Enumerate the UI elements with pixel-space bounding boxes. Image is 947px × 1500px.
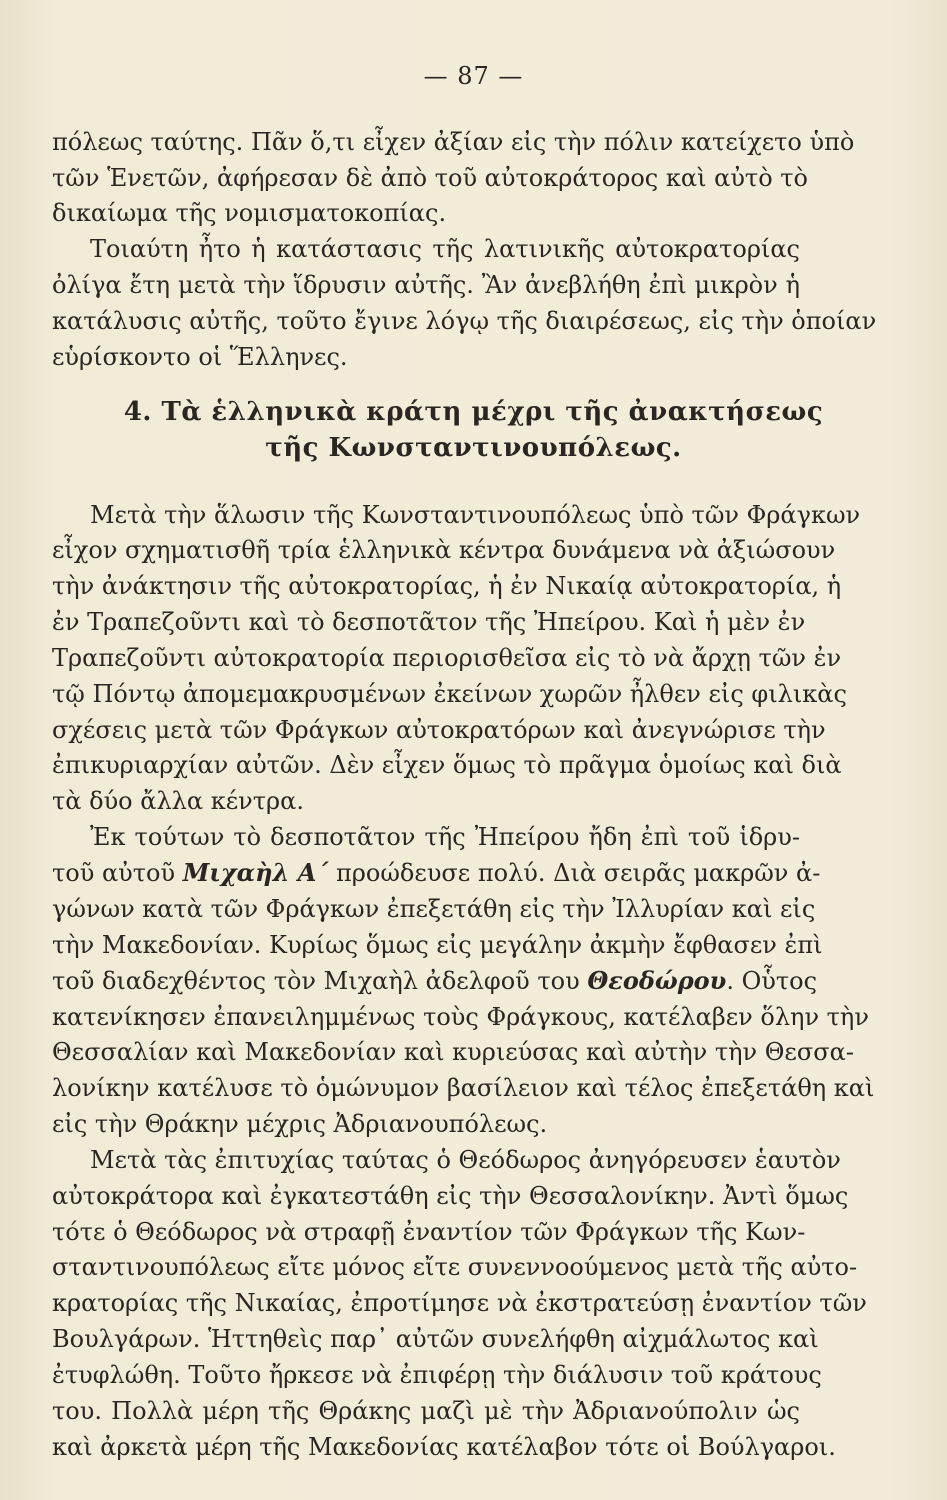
text-line: σχέσεις μετὰ τῶν Φράγκων αὐτοκρατόρων καὶ ἀνεγνώρισε τὴν <box>52 716 826 744</box>
ruler-name-theodore: Θεοδώρου <box>587 966 727 995</box>
ruler-name-michael: Μιχαὴλ Α΄ <box>182 858 329 887</box>
text-line: κρατορίας τῆς Νικαίας, ἐπροτίμησε νὰ ἐκστρατεύσῃ ἐναντίον τῶν <box>52 1289 867 1317</box>
text-line: καὶ ἀρκετὰ μέρη τῆς Μακεδονίας κατέλαβον τότε οἱ Βούλγαροι. <box>52 1433 836 1461</box>
text-run: . Οὗτος <box>726 967 818 995</box>
text-line: πόλεως ταύτης. Πᾶν ὅ,τι εἶχεν ἀξίαν εἰς τὴν πόλιν κατείχετο ὑπὸ <box>52 128 855 156</box>
text-line: Ἐκ τούτων τὸ δεσποτᾶτον τῆς Ἠπείρου ἤδη ἐπὶ τοῦ ἱδρυ- <box>90 823 800 851</box>
text-line: Τοιαύτη ἦτο ἡ κατάστασις τῆς λατινικῆς αὐτοκρατορίας <box>90 235 800 263</box>
text-line: εἶχον σχηματισθῆ τρία ἑλληνικὰ κέντρα δυνάμενα νὰ ἀξιώσουν <box>52 536 836 564</box>
text-line: γώνων κατὰ τῶν Φράγκων ἐπεξετάθη εἰς τὴν Ἰλλυρίαν καὶ εἰς <box>52 895 816 923</box>
text-line: Μετὰ τὴν ἅλωσιν τῆς Κωνσταντινουπόλεως ὑπὸ τῶν Φράγκων <box>90 501 861 529</box>
text-run: τοῦ αὐτοῦ <box>52 859 176 887</box>
text-line: κατάλυσις αὐτῆς, τοῦτο ἔγινε λόγῳ τῆς διαιρέσεως, εἰς τὴν ὁποίαν <box>52 307 877 335</box>
section-heading: 4. Τὰ ἑλληνικὰ κράτη μέχρι τῆς ἀνακτήσεως <box>123 397 824 427</box>
section-heading-cont: τῆς Κωνσταντινουπόλεως. <box>265 433 682 463</box>
text-line: εὑρίσκοντο οἱ Ἕλληνες. <box>52 343 348 371</box>
text-line: κατενίκησεν ἐπανειλημμένως τοὺς Φράγκους, κατέλαβεν ὅλην τὴν <box>52 1003 869 1031</box>
text-line: τῶν Ἑνετῶν, ἀφήρεσαν δὲ ἀπὸ τοῦ αὐτοκράτορος καὶ αὐτὸ τὸ <box>52 164 808 192</box>
text-line: Τραπεζοῦντι αὐτοκρατορία περιορισθεῖσα εἰς τὸ νὰ ἄρχῃ τῶν ἐν <box>52 644 842 672</box>
text-line: τῷ Πόντῳ ἀπομεμακρυσμένων ἐκείνων χωρῶν ἦλθεν εἰς φιλικὰς <box>52 680 847 708</box>
text-line: τὰ δύο ἄλλα κέντρα. <box>52 787 304 815</box>
page-number: — 87 — <box>423 62 524 90</box>
text-line: Θεσσαλίαν καὶ Μακεδονίαν καὶ κυριεύσας καὶ αὐτὴν τὴν Θεσσα- <box>52 1038 854 1066</box>
text-run: τοῦ διαδεχθέντος τὸν Μιχαὴλ ἀδελφοῦ του <box>52 967 580 995</box>
text-line: εἰς τὴν Θράκην μέχρις Ἀδριανουπόλεως. <box>52 1110 548 1138</box>
text-line: Μετὰ τὰς ἐπιτυχίας ταύτας ὁ Θεόδωρος ἀνηγόρευσεν ἑαυτὸν <box>90 1146 841 1174</box>
text-line: τὴν ἀνάκτησιν τῆς αὐτοκρατορίας, ἡ ἐν Νικαίᾳ αὐτοκρατορία, ἡ <box>52 572 842 600</box>
text-line: αὐτοκράτορα καὶ ἐγκατεστάθη εἰς τὴν Θεσσαλονίκην. Ἀντὶ ὅμως <box>52 1182 849 1210</box>
text-line: σταντινουπόλεως εἴτε μόνος εἴτε συνεννοούμενος μετὰ τῆς αὐτο- <box>52 1253 858 1281</box>
text-line: Βουλγάρων. Ἡττηθεὶς παρ᾽ αὐτῶν συνελήφθη αἰχμάλωτος καὶ <box>52 1325 819 1353</box>
text-line: ἐν Τραπεζοῦντι καὶ τὸ δεσποτᾶτον τῆς Ἠπείρου. Καὶ ἡ μὲν ἐν <box>52 608 806 636</box>
text-line: τὴν Μακεδονίαν. Κυρίως ὅμως εἰς μεγάλην ἀκμὴν ἔφθασεν ἐπὶ <box>52 931 823 959</box>
text-line: λονίκην κατέλυσε τὸ ὁμώνυμον βασίλειον καὶ τέλος ἐπεξετάθη καὶ <box>52 1074 875 1102</box>
text-run: προώδευσε πολύ. Διὰ σειρᾶς μακρῶν ἀ- <box>336 859 821 887</box>
text-line: ἐπικυριαρχίαν αὐτῶν. Δὲν εἶχεν ὅμως τὸ πρᾶγμα ὁμοίως καὶ διὰ <box>52 751 842 779</box>
text-line <box>52 858 821 888</box>
text-line: ὀλίγα ἔτη μετὰ τὴν ἵδρυσιν αὐτῆς. Ἂν ἀνεβλήθη ἐπὶ μικρὸν ἡ <box>52 271 800 299</box>
text-line <box>52 966 818 996</box>
text-line: ἐτυφλώθη. Τοῦτο ἤρκεσε νὰ ἐπιφέρῃ τὴν διάλυσιν τοῦ κράτους <box>52 1361 822 1389</box>
text-line: τότε ὁ Θεόδωρος νὰ στραφῇ ἐναντίον τῶν Φράγκων τῆς Κων- <box>52 1218 806 1246</box>
text-line: του. Πολλὰ μέρη τῆς Θράκης μαζὶ μὲ τὴν Ἀδριανούπολιν ὡς <box>52 1397 800 1425</box>
text-line: δικαίωμα τῆς νομισματοκοπίας. <box>52 199 447 227</box>
